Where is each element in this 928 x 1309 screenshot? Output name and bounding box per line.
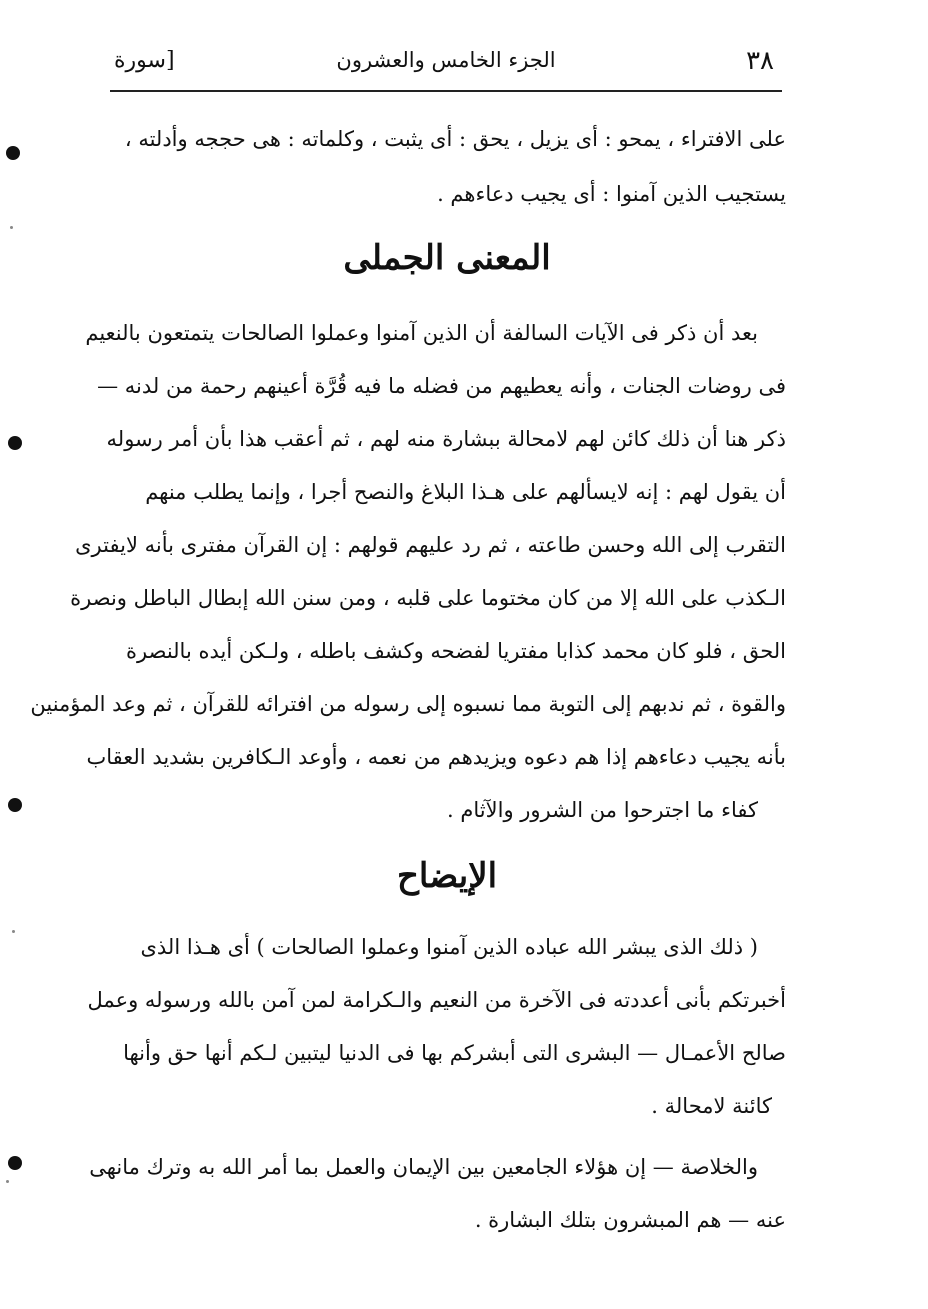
text-line: بأنه يجيب دعاءهم إذا هم دعوه ويزيدهم من نعمه ، وأوعد الـكافرين بشديد العقاب — [86, 745, 786, 769]
paper-speck — [6, 1180, 9, 1183]
glossary-block — [108, 124, 786, 210]
page-header — [110, 42, 782, 92]
text-line: صالح الأعمـال — البشرى التى أبشركم بها فى الدنيا ليتبين لـكم أنها حق وأنها — [123, 1041, 786, 1065]
section-heading-explanation: الإيضاح — [396, 856, 498, 896]
text-line: والخلاصة — إن هؤلاء الجامعين بين الإيمان والعمل بما أمر الله به وترك مانهى — [89, 1155, 758, 1179]
binding-hole-mark — [8, 798, 22, 812]
text-line: التقرب إلى الله وحسن طاعته ، ثم رد عليهم قولهم : إن القرآن مفترى بأنه لايفترى — [75, 533, 786, 557]
explanation-paragraph-1 — [87, 932, 786, 1122]
paper-speck — [10, 226, 13, 229]
text-line: ذكر هنا أن ذلك كائن لهم لامحالة ببشارة منه لهم ، ثم أعقب هذا بأن أمر رسوله — [106, 427, 786, 451]
text-line: عنه — هم المبشرون بتلك البشارة . — [474, 1208, 786, 1232]
glossary-line: على الافتراء ، يمحو : أى يزيل ، يحق : أى يثبت ، وكلماته : هى حججه وأدلته ، — [124, 127, 786, 151]
text-line: والقوة ، ثم ندبهم إلى التوبة مما نسبوه إلى رسوله من افترائه للقرآن ، ثم وعد المؤمنين — [30, 692, 786, 716]
glossary-line: يستجيب الذين آمنوا : أى يجيب دعاءهم . — [437, 182, 786, 206]
text-line: فى روضات الجنات ، وأنه يعطيهم من فضله ما فيه قُرَّة أعينهم رحمة من لدنه — — [97, 374, 786, 398]
binding-hole-mark — [8, 436, 22, 450]
text-line: أن يقول لهم : إنه لايسألهم على هـذا البلاغ والنصح أجرا ، وإنما يطلب منهم — [145, 480, 786, 504]
running-title: الجزء الخامس والعشرون — [336, 48, 556, 72]
paper-speck — [12, 930, 15, 933]
page-number: ٣٨ — [746, 46, 774, 76]
text-line: كائنة لامحالة . — [651, 1094, 772, 1118]
text-line: الـكذب على الله إلا من كان مختوما على قلبه ، ومن سنن الله إبطال الباطل ونصرة — [70, 586, 786, 610]
text-line: الحق ، فلو كان محمد كذابا مفتريا لفضحه وكشف باطله ، ولـكن أيده بالنصرة — [126, 639, 786, 663]
text-line: كفاء ما اجترحوا من الشرور والآثام . — [447, 798, 758, 822]
explanation-paragraph-2 — [89, 1152, 786, 1236]
surah-label: [سورة — [114, 48, 175, 73]
meaning-paragraph — [30, 318, 786, 826]
section-heading-meaning: المعنى الجملى — [343, 238, 551, 278]
text-line: أخبرتكم بأنى أعددته فى الآخرة من النعيم والـكرامة لمن آمن بالله ورسوله وعمل — [87, 988, 786, 1012]
text-line: ( ذلك الذى يبشر الله عباده الذين آمنوا وعملوا الصالحات ) أى هـذا الذى — [140, 935, 758, 959]
binding-hole-mark — [6, 146, 20, 160]
binding-hole-mark — [8, 1156, 22, 1170]
text-line: بعد أن ذكر فى الآيات السالفة أن الذين آمنوا وعملوا الصالحات يتمتعون بالنعيم — [85, 321, 758, 345]
